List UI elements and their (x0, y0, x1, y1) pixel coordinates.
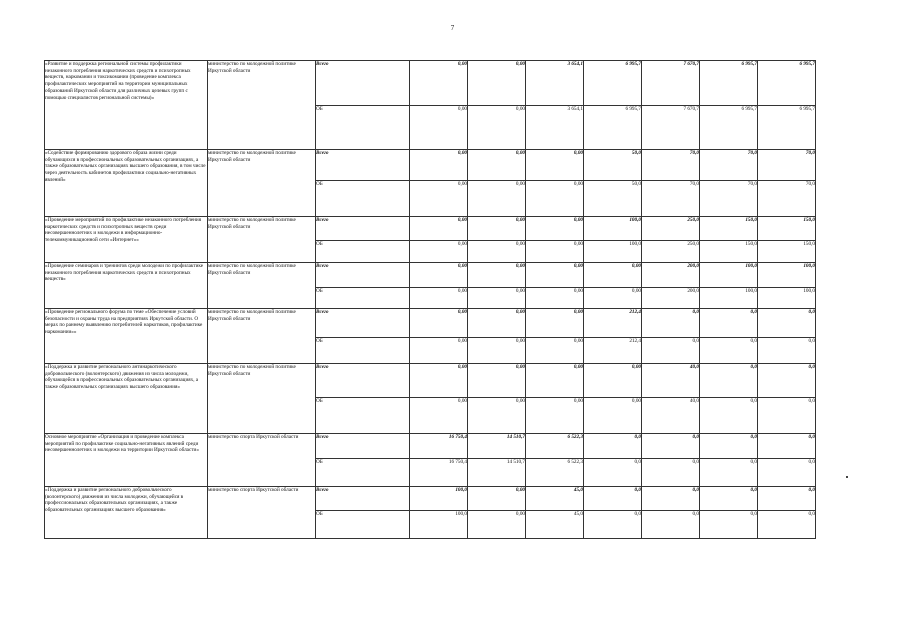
table-row (45, 364, 816, 398)
total-amount-cell: 70,0 (758, 150, 816, 181)
regional-budget-amount-cell: 70,0 (642, 181, 700, 217)
regional-budget-amount-cell: 0,0 (700, 338, 758, 364)
total-amount-cell: 0,00 (468, 217, 526, 241)
responsible-executor: министерство по молодежной политике Иркутской области (208, 309, 316, 364)
page-number: 7 (450, 24, 455, 32)
total-amount-cell: 100,0 (700, 263, 758, 288)
total-amount-cell: 0,0 (700, 487, 758, 511)
total-amount-cell: 0,00 (410, 217, 468, 241)
regional-budget-amount-cell: 250,0 (642, 241, 700, 263)
total-amount-cell: 45,0 (526, 487, 584, 511)
total-amount-cell: 0,00 (584, 364, 642, 398)
measure-name: «Развитие и поддержка региональной системы профилактики незаконного потребления наркотических средств и психотропных веществ, наркомании и токсикомании (проведение комплекса профилактических мероприятий на территории муниципальных образований Иркутской области для различных целевых групп с помощью специалистов региональной системы)» (45, 61, 208, 150)
total-amount-cell: 6 995,7 (584, 61, 642, 106)
funding-source-regional-budget: ОБ (316, 398, 410, 434)
regional-budget-amount-cell: 200,0 (642, 288, 700, 309)
table-row (45, 263, 816, 288)
funding-source-total: Всего (316, 150, 410, 181)
funding-source-regional-budget: ОБ (316, 181, 410, 217)
total-amount-cell: 0,00 (468, 61, 526, 106)
total-amount-cell: 0,00 (526, 309, 584, 338)
regional-budget-amount-cell: 6 995,7 (584, 106, 642, 150)
regional-budget-amount-cell: 0,00 (584, 398, 642, 434)
regional-budget-amount-cell: 0,00 (410, 288, 468, 309)
regional-budget-amount-cell: 150,0 (758, 241, 816, 263)
regional-budget-amount-cell: 45,0 (526, 511, 584, 539)
total-amount-cell: 100,0 (758, 263, 816, 288)
regional-budget-amount-cell: 0,0 (642, 338, 700, 364)
total-amount-cell: 0,0 (758, 487, 816, 511)
total-amount-cell: 0,0 (584, 434, 642, 459)
regional-budget-amount-cell: 0,00 (526, 288, 584, 309)
total-amount-cell: 0,0 (642, 434, 700, 459)
total-amount-cell: 0,00 (526, 217, 584, 241)
funding-source-total: Всего (316, 263, 410, 288)
regional-budget-amount-cell: 0,00 (410, 181, 468, 217)
total-amount-cell: 0,00 (410, 61, 468, 106)
total-amount-cell: 0,00 (410, 309, 468, 338)
total-amount-cell: 250,0 (642, 217, 700, 241)
measure-name: «Проведение семинаров и тренингов среди молодежи по профилактике незаконного потребления наркотических средств и психотропных веществ» (45, 263, 208, 309)
funding-source-regional-budget: ОБ (316, 338, 410, 364)
regional-budget-amount-cell: 0,00 (526, 241, 584, 263)
regional-budget-amount-cell: 0,0 (584, 511, 642, 539)
total-amount-cell: 0,0 (584, 487, 642, 511)
regional-budget-amount-cell: 6 522,3 (526, 459, 584, 487)
total-amount-cell: 0,00 (584, 263, 642, 288)
table-row (45, 487, 816, 511)
total-amount-cell: 0,00 (468, 150, 526, 181)
funding-source-regional-budget: ОБ (316, 241, 410, 263)
measure-name: «Проведение мероприятий по профилактике незаконного потребления наркотических средств и психотропных веществ среди несовершеннолетних и молодежи в информационно-телекоммуникационной сети «Интернет»» (45, 217, 208, 263)
regional-budget-amount-cell: 0,0 (700, 511, 758, 539)
total-amount-cell: 0,0 (700, 364, 758, 398)
funding-source-total: Всего (316, 487, 410, 511)
regional-budget-amount-cell: 150,0 (700, 241, 758, 263)
total-amount-cell: 0,00 (526, 263, 584, 288)
funding-source-regional-budget: ОБ (316, 288, 410, 309)
regional-budget-amount-cell: 7 670,7 (642, 106, 700, 150)
total-amount-cell: 0,00 (468, 263, 526, 288)
funding-source-regional-budget: ОБ (316, 459, 410, 487)
regional-budget-amount-cell: 0,00 (410, 398, 468, 434)
regional-budget-amount-cell: 0,00 (410, 106, 468, 150)
regional-budget-amount-cell: 100,0 (410, 511, 468, 539)
responsible-executor: министерство спорта Иркутской области (208, 434, 316, 487)
regional-budget-amount-cell: 0,00 (468, 398, 526, 434)
responsible-executor: министерство по молодежной политике Иркутской области (208, 364, 316, 434)
regional-budget-amount-cell: 0,00 (410, 338, 468, 364)
regional-budget-amount-cell: 100,0 (700, 288, 758, 309)
total-amount-cell: 100,0 (584, 217, 642, 241)
regional-budget-amount-cell: 3 654,1 (526, 106, 584, 150)
regional-budget-amount-cell: 40,0 (642, 398, 700, 434)
regional-budget-amount-cell: 14 510,7 (468, 459, 526, 487)
regional-budget-amount-cell: 212,4 (584, 338, 642, 364)
regional-budget-amount-cell: 0,00 (526, 338, 584, 364)
regional-budget-amount-cell: 50,0 (584, 181, 642, 217)
regional-budget-amount-cell: 0,00 (468, 181, 526, 217)
total-amount-cell: 50,0 (584, 150, 642, 181)
table-row (45, 434, 816, 459)
total-amount-cell: 200,0 (642, 263, 700, 288)
measure-name: «Поддержка и развитие регионального антинаркотического добровольческого (волонтерского) движения из числа молодежи, обучающейся в профессиональных образовательных организациях, а также образовательных организациях высшего образования» (45, 364, 208, 434)
total-amount-cell: 0,00 (468, 309, 526, 338)
regional-budget-amount-cell: 0,00 (526, 181, 584, 217)
total-amount-cell: 0,00 (526, 364, 584, 398)
funding-source-regional-budget: ОБ (316, 106, 410, 150)
table-row (45, 309, 816, 338)
regional-budget-amount-cell: 0,00 (468, 338, 526, 364)
total-amount-cell: 0,0 (758, 434, 816, 459)
measure-name: Основное мероприятие «Организация и проведение комплекса мероприятий по профилактике социально-негативных явлений среди несовершеннолетних и молодежи на территории Иркутской области» (45, 434, 208, 487)
total-amount-cell: 14 510,7 (468, 434, 526, 459)
total-amount-cell: 70,0 (700, 150, 758, 181)
scan-speck (846, 476, 848, 478)
responsible-executor: министерство по молодежной политике Иркутской области (208, 150, 316, 217)
responsible-executor: министерство спорта Иркутской области (208, 487, 316, 539)
regional-budget-amount-cell: 0,0 (758, 459, 816, 487)
total-amount-cell: 0,0 (758, 364, 816, 398)
total-amount-cell: 0,0 (700, 309, 758, 338)
regional-budget-amount-cell: 100,0 (758, 288, 816, 309)
regional-budget-amount-cell: 0,0 (758, 511, 816, 539)
regional-budget-amount-cell: 0,00 (468, 511, 526, 539)
regional-budget-amount-cell: 70,0 (700, 181, 758, 217)
regional-budget-amount-cell: 6 995,7 (700, 106, 758, 150)
responsible-executor: министерство по молодежной политике Иркутской области (208, 217, 316, 263)
total-amount-cell: 0,00 (410, 364, 468, 398)
regional-budget-amount-cell: 70,0 (758, 181, 816, 217)
funding-source-total: Всего (316, 217, 410, 241)
funding-source-total: Всего (316, 61, 410, 106)
total-amount-cell: 150,0 (758, 217, 816, 241)
regional-budget-amount-cell: 0,00 (468, 288, 526, 309)
total-amount-cell: 0,00 (410, 263, 468, 288)
total-amount-cell: 0,00 (468, 487, 526, 511)
total-amount-cell: 0,0 (700, 434, 758, 459)
total-amount-cell: 150,0 (700, 217, 758, 241)
financing-table (44, 60, 816, 539)
regional-budget-amount-cell: 0,00 (468, 106, 526, 150)
regional-budget-amount-cell: 0,0 (700, 398, 758, 434)
measure-name: «Проведение регионального форума по теме «Обеспечение условий безопасности и охраны труда на предприятиях Иркутской области. О мерах по раннему выявлению потребителей наркотиков, профилактике наркомании»» (45, 309, 208, 364)
total-amount-cell: 16 750,4 (410, 434, 468, 459)
funding-source-total: Всего (316, 364, 410, 398)
regional-budget-amount-cell: 16 750,4 (410, 459, 468, 487)
total-amount-cell: 0,00 (410, 150, 468, 181)
total-amount-cell: 0,0 (758, 309, 816, 338)
table-row (45, 217, 816, 241)
regional-budget-amount-cell: 100,0 (584, 241, 642, 263)
regional-budget-amount-cell: 6 995,7 (758, 106, 816, 150)
regional-budget-amount-cell: 0,00 (526, 398, 584, 434)
regional-budget-amount-cell: 0,0 (758, 398, 816, 434)
regional-budget-amount-cell: 0,0 (642, 511, 700, 539)
regional-budget-amount-cell: 0,0 (758, 338, 816, 364)
measure-name: «Содействие формированию здорового образа жизни среди обучающихся в профессиональных образовательных организациях, а также образовательных организациях высшего образования, в том числе через деятельность кабинетов профилактики социально-негативных явлений» (45, 150, 208, 217)
total-amount-cell: 6 995,7 (700, 61, 758, 106)
regional-budget-amount-cell: 0,0 (642, 459, 700, 487)
total-amount-cell: 40,0 (642, 364, 700, 398)
regional-budget-amount-cell: 0,00 (584, 288, 642, 309)
regional-budget-amount-cell: 0,00 (468, 241, 526, 263)
total-amount-cell: 0,00 (468, 364, 526, 398)
table-row (45, 150, 816, 181)
total-amount-cell: 3 654,1 (526, 61, 584, 106)
total-amount-cell: 0,0 (642, 487, 700, 511)
responsible-executor: министерство по молодежной политике Иркутской области (208, 61, 316, 150)
measure-name: «Поддержка и развитие регионального добровольческого (волонтерского) движения из числа молодежи, обучающейся в профессиональных образовательных организациях, а также образовательных организациях высшего образования» (45, 487, 208, 539)
table-row (45, 61, 816, 106)
funding-source-total: Всего (316, 434, 410, 459)
total-amount-cell: 70,0 (642, 150, 700, 181)
total-amount-cell: 6 995,7 (758, 61, 816, 106)
funding-source-regional-budget: ОБ (316, 511, 410, 539)
total-amount-cell: 100,0 (410, 487, 468, 511)
funding-source-total: Всего (316, 309, 410, 338)
total-amount-cell: 6 522,3 (526, 434, 584, 459)
regional-budget-amount-cell: 0,00 (410, 241, 468, 263)
total-amount-cell: 212,4 (584, 309, 642, 338)
total-amount-cell: 7 670,7 (642, 61, 700, 106)
responsible-executor: министерство по молодежной политике Иркутской области (208, 263, 316, 309)
total-amount-cell: 0,00 (526, 150, 584, 181)
regional-budget-amount-cell: 0,0 (700, 459, 758, 487)
regional-budget-amount-cell: 0,0 (584, 459, 642, 487)
total-amount-cell: 0,0 (642, 309, 700, 338)
